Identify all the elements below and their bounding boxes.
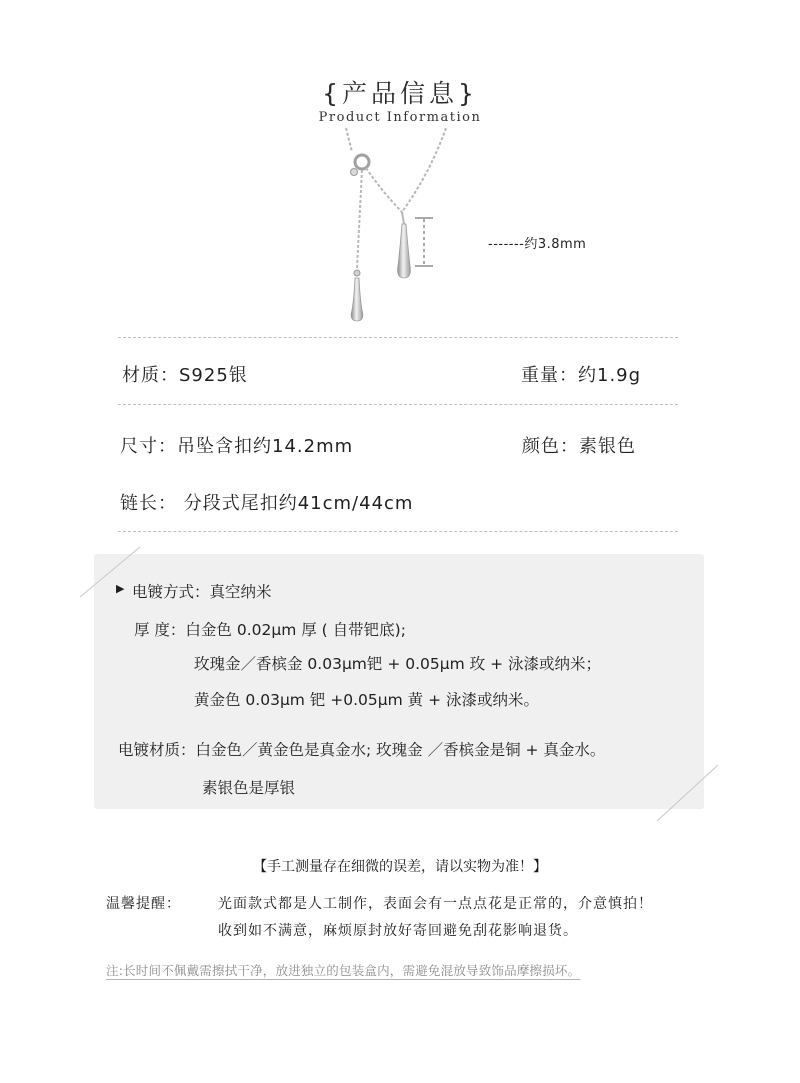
dimension-label: -------约3.8mm bbox=[488, 237, 587, 252]
plating-method: 电镀方式：真空纳米 bbox=[132, 583, 272, 601]
triangle-bullet-icon: ▶ bbox=[116, 582, 125, 595]
spec-material: 材质：S925银 bbox=[122, 365, 248, 386]
divider bbox=[118, 337, 678, 338]
reminder-text-2: 收到如不满意，麻烦原封放好寄回避免刮花影响退货。 bbox=[218, 923, 578, 939]
divider bbox=[118, 404, 678, 405]
plating-material-2: 素银色是厚银 bbox=[202, 779, 296, 797]
page-subtitle: Product Information bbox=[318, 110, 482, 125]
necklace-image bbox=[300, 128, 600, 333]
plating-thickness-3: 黄金色 0.03μm 钯 +0.05μm 黄 + 泳漆或纳米。 bbox=[194, 691, 539, 709]
reminder-label: 温馨提醒： bbox=[106, 896, 181, 912]
spec-color: 颜色：素银色 bbox=[522, 436, 636, 457]
decorative-diagonal-line bbox=[78, 545, 143, 600]
spec-size: 尺寸：吊坠含扣约14.2mm bbox=[120, 436, 354, 457]
divider bbox=[118, 531, 678, 532]
reminder-text-1: 光面款式都是人工制作，表面会有一点点花是正常的，介意慎拍！ bbox=[218, 896, 653, 912]
spec-chain-length: 链长： 分段式尾扣约41cm/44cm bbox=[120, 493, 414, 514]
spec-weight: 重量：约1.9g bbox=[521, 365, 642, 386]
plating-thickness-2: 玫瑰金／香槟金 0.03μm钯 + 0.05μm 玫 + 泳漆或纳米； bbox=[194, 655, 601, 673]
decorative-diagonal-line bbox=[655, 763, 720, 823]
care-note: 注:长时间不佩戴需擦拭干净，放进独立的包装盒内，需避免混放导致饰品摩擦损坏。 bbox=[106, 963, 581, 978]
plating-thickness-1: 厚 度：白金色 0.02μm 厚 ( 自带钯底); bbox=[134, 621, 406, 639]
measurement-notice: 【手工测量存在细微的误差，请以实物为准！】 bbox=[253, 859, 547, 875]
plating-info-panel bbox=[94, 554, 704, 809]
page-title: {产品信息} bbox=[322, 79, 478, 108]
plating-material-1: 电镀材质：白金色／黄金色是真金水; 玫瑰金 ／香槟金是铜 + 真金水。 bbox=[118, 741, 606, 759]
